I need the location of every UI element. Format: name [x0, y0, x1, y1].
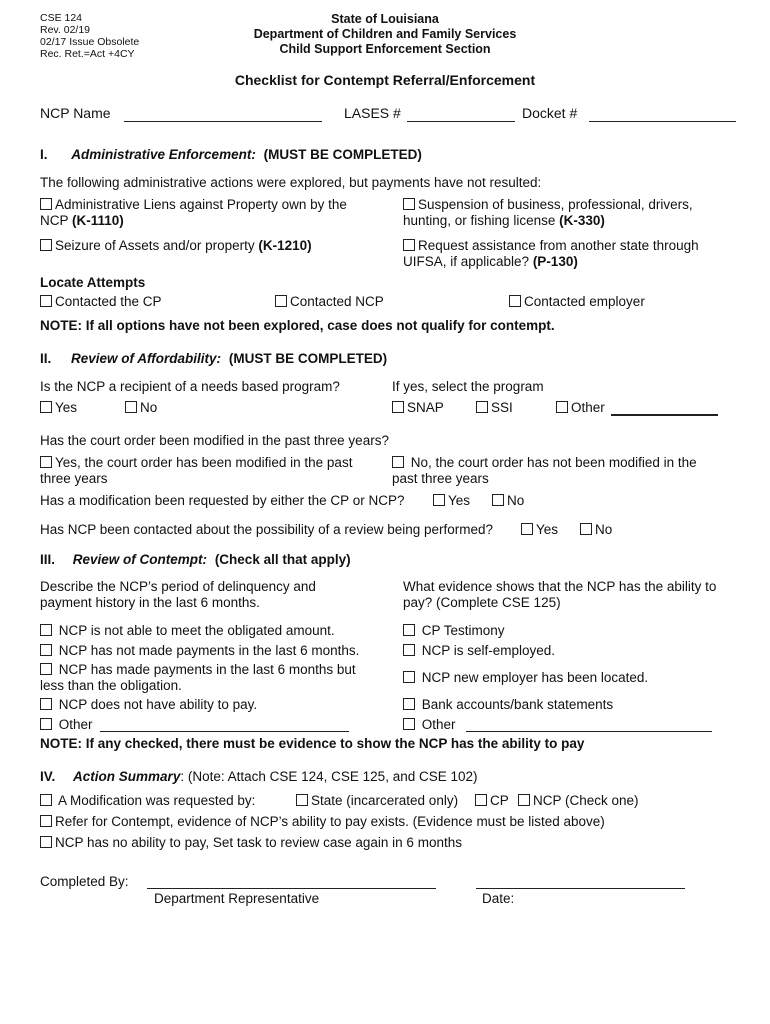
- no-ability-label: NCP does not have ability to pay.: [55, 697, 258, 712]
- self-employed-label: NCP is self-employed.: [418, 643, 556, 658]
- cp-checkbox[interactable]: [475, 794, 487, 806]
- recipient-no-checkbox[interactable]: [125, 401, 137, 413]
- recipient-yes-checkbox[interactable]: [40, 401, 52, 413]
- mod-requested-no-label: No: [507, 493, 525, 508]
- form-retention: Rec. Ret.=Act +4CY: [40, 48, 135, 60]
- cp-option: [475, 793, 509, 809]
- suspension-option-line2: [403, 213, 605, 229]
- mod-no-label: No, the court order has not been modified in the: [407, 455, 697, 470]
- locate-employer-option: [509, 294, 645, 310]
- evidence-other-field[interactable]: [466, 731, 712, 732]
- cp-testimony-checkbox[interactable]: [403, 624, 415, 636]
- liens-option: [40, 197, 347, 213]
- form-obsolete-note: 02/17 Issue Obsolete: [40, 36, 140, 48]
- liens-label: Administrative Liens against Property own by the: [55, 197, 347, 212]
- agency-section: Child Support Enforcement Section: [279, 42, 491, 56]
- ncp-name-field[interactable]: [124, 121, 322, 122]
- no-ability-checkbox[interactable]: [40, 698, 52, 710]
- page-title: Checklist for Contempt Referral/Enforcement: [234, 72, 536, 88]
- liens-checkbox[interactable]: [40, 198, 52, 210]
- request-option-line2: [403, 254, 578, 270]
- program-other-label: Other: [571, 400, 605, 415]
- ssi-option: [476, 400, 513, 416]
- self-employed-option: [403, 643, 555, 659]
- docket-field[interactable]: [589, 121, 736, 122]
- ssi-label: SSI: [491, 400, 513, 415]
- locate-employer-checkbox[interactable]: [509, 295, 521, 307]
- locate-employer-label: Contacted employer: [524, 294, 645, 309]
- section2-number: II.: [40, 351, 52, 366]
- suspension-label-2: hunting, or fishing license: [403, 213, 560, 228]
- section1-number: I.: [40, 147, 48, 162]
- modification-checkbox[interactable]: [40, 794, 52, 806]
- contacted-yes-checkbox[interactable]: [521, 523, 533, 535]
- evidence-other-option: [403, 717, 456, 733]
- less-payments-label: NCP has made payments in the last 6 months but: [55, 662, 356, 677]
- request-label: Request assistance from another state through: [418, 238, 699, 253]
- evidence-desc-2: pay? (Complete CSE 125): [403, 595, 561, 610]
- form-revision: Rev. 02/19: [40, 24, 91, 36]
- contacted-no-option: [580, 522, 612, 538]
- delinquency-desc-2: payment history in the last 6 months.: [40, 595, 260, 610]
- section1-note: NOTE: If all options have not been explored, case does not qualify for contempt.: [40, 318, 555, 333]
- section4-title: Action Summary: [73, 769, 181, 784]
- contempt-checkbox[interactable]: [40, 815, 52, 827]
- docket-label: Docket #: [522, 105, 578, 121]
- bank-accounts-label: Bank accounts/bank statements: [418, 697, 614, 712]
- delinquency-desc: Describe the NCP’s period of delinquency and: [40, 579, 316, 594]
- program-other-checkbox[interactable]: [556, 401, 568, 413]
- liens-label-2: NCP: [40, 213, 73, 228]
- ncp-label: NCP (Check one): [533, 793, 639, 808]
- contacted-yes-option: [521, 522, 558, 538]
- suspension-option: [403, 197, 693, 213]
- contempt-option: [40, 814, 605, 830]
- form-code: CSE 124: [40, 12, 83, 24]
- cp-testimony-label: CP Testimony: [418, 623, 505, 638]
- delinquency-other-option: [40, 717, 93, 733]
- program-other-field[interactable]: [611, 414, 718, 416]
- new-employer-label: NCP new employer has been located.: [418, 670, 649, 685]
- seizure-label: Seizure of Assets and/or property: [55, 238, 259, 253]
- evidence-desc: What evidence shows that the NCP has the ability to: [403, 579, 717, 594]
- section3-heading: [40, 552, 351, 568]
- section1-heading: [40, 147, 422, 163]
- evidence-other-checkbox[interactable]: [403, 718, 415, 730]
- locate-cp-checkbox[interactable]: [40, 295, 52, 307]
- request-option: [403, 238, 699, 254]
- modified-question: Has the court order been modified in the past three years?: [40, 433, 389, 448]
- recipient-no-option: [125, 400, 157, 416]
- seizure-checkbox[interactable]: [40, 239, 52, 251]
- not-able-label: NCP is not able to meet the obligated amount.: [55, 623, 335, 638]
- lases-label: LASES #: [344, 105, 401, 121]
- contacted-question: Has NCP been contacted about the possibility of a review being performed?: [40, 522, 494, 537]
- mod-no-label-2: past three years: [392, 471, 489, 486]
- mod-requested-yes-label: Yes: [448, 493, 471, 508]
- section4-heading: [40, 769, 478, 785]
- new-employer-option: [403, 670, 648, 686]
- ncp-name-label: NCP Name: [40, 105, 111, 121]
- representative-signature-field[interactable]: [147, 888, 436, 889]
- delinquency-other-field[interactable]: [100, 731, 349, 732]
- section3-title: Review of Contempt:: [72, 552, 208, 567]
- mod-yes-option: [40, 455, 352, 471]
- liens-option-line2: [40, 213, 124, 229]
- no-payments-checkbox[interactable]: [40, 644, 52, 656]
- recipient-question: Is the NCP a recipient of a needs based program?: [40, 379, 340, 394]
- section4-note: : (Note: Attach CSE 124, CSE 125, and CSE 102): [180, 769, 478, 784]
- ncp-option: [518, 793, 639, 809]
- recipient-no-label: No: [140, 400, 158, 415]
- mod-no-checkbox[interactable]: [392, 456, 404, 468]
- section1-title: Administrative Enforcement:: [71, 147, 256, 162]
- recipient-yes-option: [40, 400, 77, 416]
- recipient-yes-label: Yes: [55, 400, 78, 415]
- suspension-checkbox[interactable]: [403, 198, 415, 210]
- date-field[interactable]: [476, 888, 685, 889]
- state-option: [296, 793, 458, 809]
- program-other-option: [556, 400, 605, 416]
- less-payments-option: [40, 662, 356, 678]
- locate-cp-label: Contacted the CP: [55, 294, 162, 309]
- delinquency-other-label: Other: [55, 717, 93, 732]
- mod-requested-no-option: [492, 493, 524, 509]
- lases-field[interactable]: [407, 121, 515, 122]
- section1-requirement: (MUST BE COMPLETED): [263, 147, 422, 162]
- state-checkbox[interactable]: [296, 794, 308, 806]
- completed-by-label: Completed By:: [40, 874, 129, 889]
- section2-title: Review of Affordability:: [71, 351, 222, 366]
- locate-attempts-title: Locate Attempts: [40, 275, 146, 290]
- mod-requested-question: Has a modification been requested by either the CP or NCP?: [40, 493, 405, 508]
- representative-label: Department Representative: [154, 891, 320, 906]
- bank-accounts-checkbox[interactable]: [403, 698, 415, 710]
- request-checkbox[interactable]: [403, 239, 415, 251]
- mod-no-option: [392, 455, 697, 471]
- snap-checkbox[interactable]: [392, 401, 404, 413]
- locate-ncp-option: [275, 294, 384, 310]
- section3-requirement: (Check all that apply): [214, 552, 351, 567]
- not-able-option: [40, 623, 335, 639]
- modification-label: A Modification was requested by:: [55, 793, 256, 808]
- mod-yes-label-2: three years: [40, 471, 108, 486]
- modification-option: [40, 793, 255, 809]
- cp-label: CP: [490, 793, 509, 808]
- liens-code: (K-1110): [72, 213, 124, 228]
- ncp-checkbox[interactable]: [518, 794, 530, 806]
- mod-requested-no-checkbox[interactable]: [492, 494, 504, 506]
- bank-accounts-option: [403, 697, 613, 713]
- section4-number: IV.: [40, 769, 56, 784]
- contacted-no-checkbox[interactable]: [580, 523, 592, 535]
- agency-department: Department of Children and Family Services: [253, 27, 517, 41]
- no-ability-review-option: [40, 835, 462, 851]
- seizure-code: (K-1210): [258, 238, 312, 253]
- contacted-yes-label: Yes: [536, 522, 559, 537]
- contempt-label: Refer for Contempt, evidence of NCP’s ability to pay exists. (Evidence must be listed above): [55, 814, 605, 829]
- no-ability-review-label: NCP has no ability to pay, Set task to review case again in 6 months: [55, 835, 462, 850]
- seizure-option: [40, 238, 312, 254]
- snap-label: SNAP: [407, 400, 444, 415]
- no-payments-label: NCP has not made payments in the last 6 months.: [55, 643, 360, 658]
- new-employer-checkbox[interactable]: [403, 671, 415, 683]
- section3-note: NOTE: If any checked, there must be evidence to show the NCP has the ability to pay: [40, 736, 585, 751]
- cp-testimony-option: [403, 623, 505, 639]
- no-ability-option: [40, 697, 257, 713]
- state-label: State (incarcerated only): [311, 793, 459, 808]
- section1-intro: The following administrative actions were explored, but payments have not resulted:: [40, 175, 542, 190]
- locate-ncp-checkbox[interactable]: [275, 295, 287, 307]
- locate-cp-option: [40, 294, 162, 310]
- ssi-checkbox[interactable]: [476, 401, 488, 413]
- less-payments-label-2: less than the obligation.: [40, 678, 182, 693]
- date-label: Date:: [482, 891, 515, 906]
- self-employed-checkbox[interactable]: [403, 644, 415, 656]
- section3-number: III.: [40, 552, 56, 567]
- section2-heading: [40, 351, 387, 367]
- suspension-label: Suspension of business, professional, drivers,: [418, 197, 693, 212]
- no-payments-option: [40, 643, 359, 659]
- delinquency-other-checkbox[interactable]: [40, 718, 52, 730]
- mod-requested-yes-checkbox[interactable]: [433, 494, 445, 506]
- contacted-no-label: No: [595, 522, 613, 537]
- request-label-2: UIFSA, if applicable?: [403, 254, 533, 269]
- less-payments-checkbox[interactable]: [40, 663, 52, 675]
- locate-ncp-label: Contacted NCP: [290, 294, 384, 309]
- agency-state: State of Louisiana: [331, 12, 439, 26]
- mod-yes-checkbox[interactable]: [40, 456, 52, 468]
- program-question: If yes, select the program: [392, 379, 544, 394]
- snap-option: [392, 400, 444, 416]
- section2-requirement: (MUST BE COMPLETED): [228, 351, 388, 366]
- not-able-checkbox[interactable]: [40, 624, 52, 636]
- no-ability-review-checkbox[interactable]: [40, 836, 52, 848]
- suspension-code: (K-330): [559, 213, 605, 228]
- request-code: (P-130): [532, 254, 578, 269]
- evidence-other-label: Other: [418, 717, 456, 732]
- mod-requested-yes-option: [433, 493, 470, 509]
- mod-yes-label: Yes, the court order has been modified in the past: [55, 455, 353, 470]
